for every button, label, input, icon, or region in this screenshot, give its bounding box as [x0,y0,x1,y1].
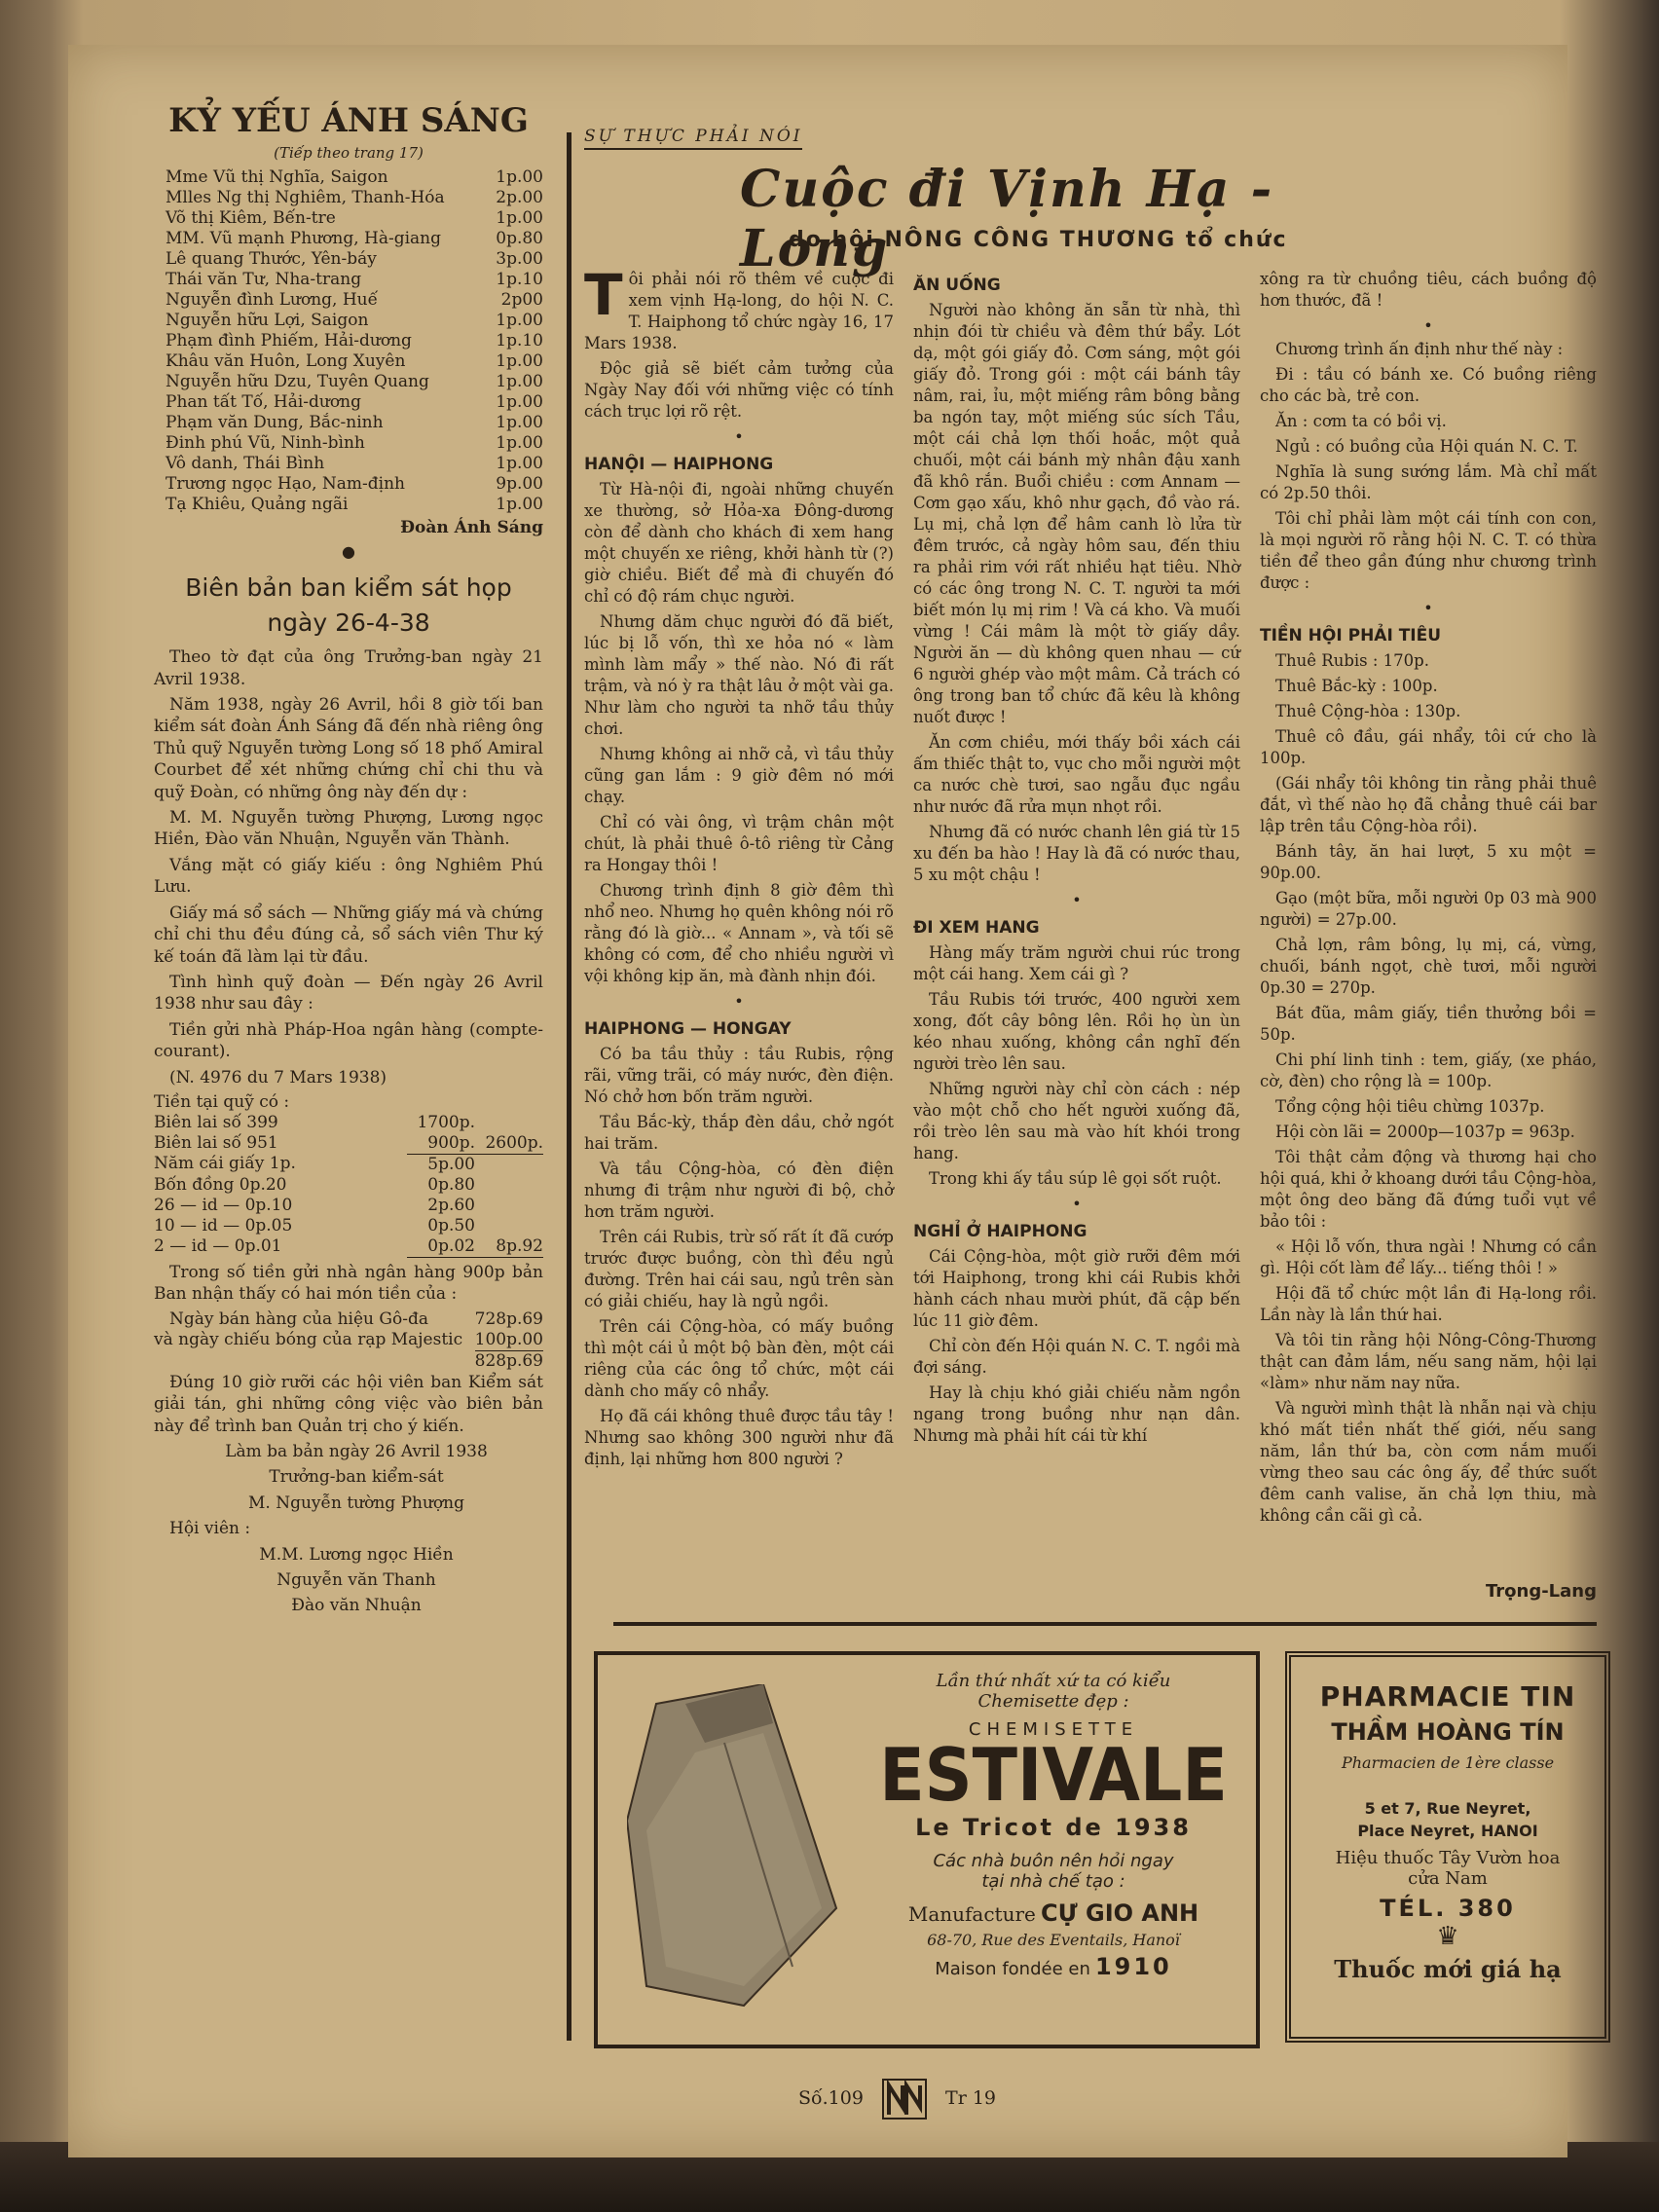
pharmacy-line: 5 et 7, Rue Neyret, [1364,1799,1531,1818]
donor-amount: 1p.00 [496,372,543,392]
donor-row [154,331,543,351]
donor-row [154,249,543,270]
article-paragraph: Có ba tầu thủy : tầu Rubis, rộng rãi, vững trãi, có máy nước, đèn điện. Nó chở hơn bốn trăm người. [584,1045,894,1106]
ad-brand: ESTIVALE [879,1734,1228,1819]
minutes-paragraph: Tình hình quỹ đoàn — Đến ngày 26 Avril 1938 như sau đây : [154,972,543,1014]
article-paragraph: Chỉ còn đến Hội quán N. C. T. ngồi mà đợi sáng. [913,1337,1240,1377]
article-headline: Cuộc đi Vịnh Hạ - Long [740,160,1274,278]
ledger-amount: 0p.02 [407,1236,475,1258]
donor-name: Võ thị Kiêm, Bến-tre [166,208,336,229]
donor-name: Vô danh, Thái Bình [166,454,325,474]
donor-amount: 1p.00 [496,413,543,433]
article-paragraph: Chương trình định 8 giờ đêm thì nhổ neo. Nhưng họ quên không nói rõ rằng đó là giờ... « Annam », và tối sẽ không có cơm, để cho nhiều người vì vội không kịp ăn, mà đành nhịn đói. [584,881,894,985]
donor-row [154,351,543,372]
article-subhead: do hội NÔNG CÔNG THƯƠNG tổ chức [789,228,1288,252]
minutes-paragraph: M. M. Nguyễn tường Phượng, Lương ngọc Hiền, Đào văn Nhuận, Nguyễn văn Thành. [154,808,543,850]
ad-line: Manufacture [907,1902,1036,1926]
article-paragraph: Hội còn lãi = 2000p—1037p = 963p. [1275,1123,1575,1141]
article-paragraph: Bát đũa, mâm giấy, tiền thưởng bồi = 50p. [1260,1004,1597,1044]
article-paragraph: Ngủ : có buồng của Hội quán N. C. T. [1275,437,1578,456]
article-paragraph: Gạo (một bữa, mỗi người 0p 03 mà 900 người) = 27p.00. [1260,889,1597,929]
donor-row [154,208,543,229]
article-paragraph: Tôi thật cảm động và thương hại cho hội quá, khi ở khoang dưới tầu Cộng-hòa, một ông deo băng đã đứng tuổi vụt về bảo tôi : [1260,1148,1597,1231]
donor-row [154,188,543,208]
donor-name: Khâu văn Huôn, Long Xuyên [166,351,406,372]
donor-amount: 1p.00 [496,208,543,229]
donor-amount: 1p.00 [496,311,543,331]
article-paragraph: Họ đã cái không thuê được tầu tây ! Nhưng sao không 300 người như đã định, lại những hơn 800 người ? [584,1407,894,1468]
donor-amount: 3p.00 [496,249,543,270]
page-footer [798,2078,996,2120]
income-amount: 100p.00 [474,1329,543,1349]
donor-row [154,474,543,495]
donor-title: KỶ YẾU ÁNH SÁNG [168,101,529,140]
donor-row [154,454,543,474]
article-paragraph: Hay là chịu khó giải chiếu nằm ngồn ngang trong buồng như nạn dân. Nhưng mà phải hít cái từ khí [913,1383,1240,1445]
ad-line: 68-70, Rue des Eventails, Hanoï [927,1931,1180,1949]
ledger-subtotal [475,1216,543,1236]
ad-rule [613,1622,1597,1626]
ledger-label: Biên lai số 951 [154,1132,278,1153]
donor-amount: 1p.00 [496,167,543,188]
minutes-paragraph: Trưởng-ban kiểm-sát [269,1467,444,1488]
donor-name: Phạm văn Dung, Bắc-ninh [166,413,384,433]
pharmacy-line: Place Neyret, HANOI [1357,1822,1538,1840]
article-column-2 [913,269,1240,1451]
donor-row [154,372,543,392]
article-paragraph: Từ Hà-nội đi, ngoài những chuyến xe thường, sở Hỏa-xa Đông-dương còn để dành cho khách đi xem hang một chuyến xe riêng, khởi hành từ (?) giờ chiều. Biết để mà đi chuyến đó chỉ có độ rám chục người. [584,480,894,606]
separator-dot: ● [342,541,355,561]
article-paragraph: Và tầu Cộng-hòa, có đèn điện nhưng đi trậm như người đi bộ, chở hơn trăm người. [584,1160,894,1221]
article-paragraph: Trên cái Rubis, trừ số rất ít đã cướp trước được buồng, còn thì đều ngủ đường. Trên hai cái sau, ngủ trên sàn có giải chiếu, hay là ngủ ngồi. [584,1228,894,1310]
ledger-amount: 5p.00 [427,1154,475,1174]
article-paragraph: Nhưng đã có nước chanh lên giá từ 15 xu đến ba hào ! Hay là đã có nước thau, 5 xu một chậu ! [913,823,1240,884]
ad-line: Maison fondée en [935,1959,1090,1979]
donor-name: Phan tất Tố, Hải-dương [166,392,361,413]
income-label: Ngày bán hàng của hiệu Gô-đa [169,1309,428,1329]
article-paragraph: Hàng mấy trăm người chui rúc trong một cái hang. Xem cái gì ? [913,943,1240,983]
donor-row [154,167,543,188]
article-paragraph: Tầu Bắc-kỳ, thắp đèn dầu, chở ngót hai trăm. [584,1113,894,1153]
minutes-paragraph: M.M. Lương ngọc Hiền [259,1544,454,1565]
ledger-label: Năm cái giấy 1p. [154,1154,296,1174]
donor-amount: 1p.00 [496,495,543,515]
article-paragraph: Tôi phải nói rõ thêm về cuộc đi xem vịnh Hạ-long, do hội N. C. T. Haiphong tổ chức ngày 16, 17 Mars 1938. [584,262,894,352]
article-paragraph: Cái Cộng-hòa, một giờ rưỡi đêm mới tới Haiphong, trong khi cái Rubis khởi hành cách nhau mười phút, đã cập bến lúc 11 giờ đêm. [913,1247,1240,1330]
income-label: và ngày chiếu bóng của rạp Majestic [154,1329,463,1349]
article-paragraph: Nhưng không ai nhỡ cả, vì tầu thủy cũng gan lắm : 9 giờ đêm nó mới chạy. [584,745,894,806]
article-paragraph: Trên cái Cộng-hòa, có mấy buồng thì một cái ủ một bộ bàn đèn, một cái riêng của các ông tổ chức, một cái dành cho mấy cô nhẩy. [584,1317,894,1400]
minutes-paragraph: Vắng mặt có giấy kiếu : ông Nghiêm Phú Lưu. [154,855,543,898]
article-section-heading: HANỘI — HAIPHONG [584,455,774,474]
article-paragraph: Chỉ có vài ông, vì trậm chân một chút, là phải thuê ô-tô riêng từ Cảng ra Hongay thôi ! [584,813,894,874]
ledger-amount: 0p.80 [427,1174,475,1195]
income-amount: 728p.69 [474,1309,543,1329]
article-paragraph: Và tôi tin rằng hội Nông-Công-Thương thật can đảm lắm, nếu sang năm, hội lại «làm» như năm nay nữa. [1260,1331,1597,1392]
pharmacy-emblem-icon: ♛ [1436,1922,1459,1951]
minutes-paragraph: Đúng 10 giờ rưỡi các hội viên ban Kiểm sát giải tán, ghi những công việc vào biên bản này để trình ban Quản trị cho ý kiến. [154,1372,543,1436]
article-paragraph: Chương trình ấn định như thế này : [1275,340,1564,358]
ad-maker: CỰ GIO ANH [1040,1899,1199,1927]
ledger-amount [407,1092,475,1113]
donor-signature: Đoàn Ánh Sáng [400,518,543,538]
donor-amount: 1p.00 [496,351,543,372]
ad-line: Các nhà buôn nên hỏi ngay [933,1851,1174,1871]
ledger-row [154,1175,543,1196]
ledger-subtotal [475,1196,543,1216]
ledger-label: 2 — id — 0p.01 [154,1235,282,1256]
article-paragraph: Nghĩa là sung sướng lắm. Mà chỉ mất có 2p.50 thôi. [1260,462,1597,502]
article-section-heading: HAIPHONG — HONGAY [584,1019,792,1039]
donor-name: Nguyễn đình Lương, Huế [166,290,379,311]
separator-dot: • [1072,891,1082,909]
donor-amount: 2p.00 [496,188,543,208]
article-paragraph: xông ra từ chuồng tiêu, cách buồng độ hơn thước, đã ! [1260,270,1597,310]
donor-name: Nguyễn hữu Dzu, Tuyên Quang [166,372,429,392]
ad-line: CHEMISETTE [968,1719,1139,1740]
ledger-row [154,1092,543,1113]
article-paragraph: (Gái nhẩy tôi không tin rằng phải thuê đắt, vì thế nào họ đã chẳng thuê cái bar lập trên tầu Cộng-hòa rồi). [1260,774,1597,835]
page-number: Tr 19 [945,2087,997,2109]
donor-name: Đinh phú Vũ, Ninh-bình [166,433,365,454]
ad-year: 1910 [1094,1953,1172,1980]
pharmacy-line: Hiệu thuốc Tây Vườn hoa [1335,1848,1561,1868]
folded-shirt-illustration [627,1684,851,2015]
donor-row [154,270,543,290]
article-paragraph: Tôi chỉ phải làm một cái tính con con, là mọi người rõ rằng hội N. C. T. có thừa tiền để theo gần đúng như chương trình được : [1260,509,1597,592]
ledger-row [154,1133,543,1155]
minutes-paragraph: Nguyễn văn Thanh [276,1570,436,1590]
ledger-subtotal [475,1092,543,1113]
donor-name: Phạm đình Phiếm, Hải-dương [166,331,412,351]
ledger-label: 26 — id — 0p.10 [154,1195,293,1215]
ledger-row [154,1196,543,1216]
ledger-label: Biên lai số 399 [154,1112,278,1132]
article-paragraph: Thuê Rubis : 170p. [1275,651,1429,670]
chemisette-ad-text [861,1671,1246,1980]
ledger-amount: 1700p. [417,1112,475,1132]
pharmacy-slogan: Thuốc mới giá hạ [1334,1955,1562,1983]
donor-name: Mlles Ng thị Nghiêm, Thanh-Hóa [166,188,445,208]
donor-row [154,229,543,249]
article-paragraph: Ăn : cơm ta có bồi vị. [1275,412,1447,430]
article-paragraph: Hội đã tổ chức một lần đi Hạ-long rồi. Lần này là lần thứ hai. [1260,1284,1597,1324]
ledger-amount: 900p. [407,1133,475,1155]
article-section-heading: NGHỈ Ở HAIPHONG [913,1222,1088,1241]
donor-name: Nguyễn hữu Lợi, Saigon [166,311,369,331]
ad-line: Le Tricot de 1938 [915,1814,1192,1841]
ledger-row [154,1154,543,1175]
minutes-title: Biên bản ban kiểm sát họp ngày 26-4-38 [185,573,512,638]
ledger-label: Tiền tại quỹ có : [154,1091,290,1112]
article-paragraph: Tầu Rubis tới trước, 400 người xem xong, đốt cây bông lên. Rồi họ ùn ùn kéo nhau xuống, không cần nghĩ đến người trèo lên sau. [913,990,1240,1073]
donor-name: Trương ngọc Hạo, Nam-định [166,474,405,495]
donor-amount: 1p.10 [496,331,543,351]
article-paragraph: Thuê Bắc-kỳ : 100p. [1275,677,1438,695]
donor-name: Thái văn Tư, Nha-trang [166,270,362,290]
ledger-subtotal [475,1175,543,1196]
pharmacy-ad [1285,1651,1610,2043]
separator-dot: • [1423,316,1433,335]
minutes-paragraph: Tiền gửi nhà Pháp-Hoa ngân hàng (compte-courant). [154,1019,543,1062]
continued-note: (Tiếp theo trang 17) [274,144,424,162]
ad-line: Lần thứ nhất xứ ta có kiểu [936,1671,1171,1691]
donor-row [154,495,543,515]
separator-dot: • [734,992,744,1011]
article-paragraph: Chả lợn, râm bông, lụ mị, cá, vừng, chuối, bánh ngọt, chè tươi, mỗi người 0p.30 = 270p. [1260,936,1597,997]
minutes-paragraph: Hội viên : [169,1519,251,1539]
donor-amount: 1p.00 [496,433,543,454]
minutes-paragraph: Giấy má sổ sách — Những giấy má và chứng chỉ chi thu đều đúng cả, sổ sách viên Thư ký kế toán đã làm lại từ đầu. [154,903,543,967]
ledger-label: Bốn đồng 0p.20 [154,1174,287,1195]
article-paragraph: Nhưng dăm chục người đó đã biết, lúc bị lỗ vốn, thì xe hỏa nó « làm mình làm mẩy » thế nào. Nó đi rất trậm, và nó ỳ ra thật lâu ở một vài ga. Như làm cho người ta nhỡ tầu thủy chơi. [584,612,894,738]
ledger-label: 10 — id — 0p.05 [154,1215,293,1235]
minutes-paragraph: Năm 1938, ngày 26 Avril, hồi 8 giờ tối ban kiểm sát đoàn Ánh Sáng đã đến nhà riêng ông Thủ quỹ Nguyễn tường Long số 18 phố Amiral Courbet để xét những chứng chỉ chi thu và quỹ Đoàn, có những ông này đến dự : [154,695,543,802]
ledger-amount: 0p.50 [427,1215,475,1235]
article-section-heading: ĐI XEM HANG [913,918,1040,938]
ad-line: tại nhà chế tạo : [981,1871,1125,1892]
article-section-heading: ĂN UỐNG [913,276,1001,295]
minutes-paragraph: (N. 4976 du 7 Mars 1938) [169,1067,387,1088]
ledger-subtotal: 2600p. [475,1133,543,1155]
minutes-paragraph: Theo tờ đạt của ông Trưởng-ban ngày 21 Avril 1938. [154,647,543,689]
pharmacy-phone: TÉL. 380 [1380,1895,1516,1922]
donor-row [154,311,543,331]
article-paragraph: Người nào không ăn sẵn từ nhà, thì nhịn đói từ chiều và đêm thứ bẩy. Lót dạ, một gói giấy đỏ. Cơm sáng, một gói giấy đỏ. Trong gói : một cái bánh tây nâm, rai, ỉu, một miếng râm bông bằng ba ngón tay, một miếng súc sích Tầu, một cái chả lợn thối hoắc, một quả chuối, một cái bánh mỳ nhân đậu xanh đã khô rắn. Buổi chiều : cơm Annam — Cơm gạo xấu, khô như gạch, đồ vào rá. Lụ mị, chả lợn để hâm canh lò lửa từ đêm trước, cả ngày hôm sau, đến thiu ra phải rim với rất nhiều hạt tiêu. Nhờ có các ông trong N. C. T. người ta mới biết món lụ mị rim ! Và cá kho. Và muối vừng ! Cái mâm là một tờ giấy dầy. Người ăn — dù không quen nhau — cứ 6 người ghép vào một mâm. Cả trách có ông trong ban tổ chức đã kêu là không nuốt được ! [913,301,1240,726]
donor-amount: 0p.80 [496,229,543,249]
issue-number: Số.109 [798,2087,864,2109]
donor-name: Tạ Khiêu, Quảng ngãi [166,495,349,515]
article-paragraph: Trong khi ấy tầu súp lê gọi sốt ruột. [929,1169,1222,1188]
ledger-subtotal: 8p.92 [475,1236,543,1258]
column-rule [567,132,571,2041]
article-column-3 [1260,269,1597,1530]
separator-dot: • [1423,599,1433,617]
article-paragraph: « Hội lỗ vốn, thưa ngài ! Nhưng có cần gì. Hội cốt làm để lấy... tiếng thôi ! » [1260,1237,1597,1277]
article-paragraph: Ăn cơm chiều, mới thấy bồi xách cái ấm thiếc thật to, vục cho mỗi người một ca nước chè tươi, sao ngẫu đục ngầu như nước đã rửa mụn nhọt rồi. [913,733,1240,816]
ad-line: Chemisette đẹp : [977,1691,1129,1712]
article-paragraph: Chi phí linh tinh : tem, giấy, (xe pháo, cờ, đèn) cho rộng là = 100p. [1260,1051,1597,1090]
chemisette-ad [594,1651,1260,2048]
article-paragraph: Thuê cô đầu, gái nhẩy, tôi cứ cho là 100p. [1260,727,1597,767]
donor-row [154,413,543,433]
pharmacy-line: Pharmacien de 1ère classe [1341,1753,1555,1772]
ledger-row [154,1216,543,1236]
drop-cap: T [584,262,623,328]
ngay-nay-logo-icon [881,2078,928,2120]
donor-row [154,290,543,311]
income-total: 828p.69 [474,1350,543,1371]
article-column-1 [584,262,894,1474]
donor-name: Lê quang Thước, Yên-báy [166,249,377,270]
donor-name: MM. Vũ mạnh Phương, Hà-giang [166,229,442,249]
donor-row [154,392,543,413]
minutes-paragraph: Trong số tiền gửi nhà ngân hàng 900p bản Ban nhận thấy có hai món tiền của : [154,1262,543,1305]
ledger-row [154,1236,543,1258]
donor-amount: 1p.00 [496,454,543,474]
article-paragraph: Và người mình thật là nhẫn nại và chịu khó mất tiền nhất thế giới, nếu sang năm, lần thứ ba, còn cơm nắm muối vừng theo sau các ông ấy, để thức suốt đêm canh valise, ăn chả lợn thiu, mà không cần cãi gì cả. [1260,1399,1597,1525]
article-paragraph: Tổng cộng hội tiêu chừng 1037p. [1275,1097,1545,1116]
article-paragraph: Những người này chỉ còn cách : nép vào một chỗ cho hết người xuống đã, rồi trèo lên sau mà vào hít khói trong hang. [913,1080,1240,1162]
ledger-row [154,1113,543,1133]
minutes-paragraph: M. Nguyễn tường Phượng [248,1493,464,1513]
ledger-amount: 2p.60 [427,1195,475,1215]
left-column [154,45,543,1621]
article-paragraph: Độc giả sẽ biết cảm tưởng của Ngày Nay đối với những việc có tính cách trục lợi rõ rệt. [584,359,894,421]
article-paragraph: Đi : tầu có bánh xe. Có buồng riêng cho các bà, trẻ con. [1260,365,1597,405]
pharmacy-owner: THẦM HOÀNG TÍN [1331,1718,1565,1746]
pharmacy-name: PHARMACIE TIN [1319,1680,1576,1713]
article-section-heading: TIỀN HỘI PHẢI TIÊU [1260,626,1442,645]
newspaper-page [68,45,1597,2157]
donor-row [154,433,543,454]
minutes-paragraph: Đào văn Nhuận [291,1596,422,1616]
ledger-subtotal [475,1154,543,1175]
donor-amount: 2p00 [500,290,543,311]
pharmacy-line: cửa Nam [1408,1868,1488,1889]
donor-list [154,167,543,515]
ledger-subtotal [475,1113,543,1133]
cash-ledger [154,1092,543,1258]
article-kicker: SỰ THỰC PHẢI NÓI [584,127,802,150]
article-paragraph: Bánh tây, ăn hai lượt, 5 xu một = 90p.00. [1260,842,1597,882]
article-paragraph: Thuê Cộng-hòa : 130p. [1275,702,1461,720]
article-signature: Trọng-Lang [1485,1581,1597,1602]
minutes-paragraph: Làm ba bản ngày 26 Avril 1938 [225,1441,488,1461]
separator-dot: • [734,427,744,446]
separator-dot: • [1072,1195,1082,1213]
donor-amount: 1p.10 [496,270,543,290]
donor-amount: 1p.00 [496,392,543,413]
donor-name: Mme Vũ thị Nghĩa, Saigon [166,167,388,188]
donor-amount: 9p.00 [496,474,543,495]
income-table [154,1309,543,1372]
